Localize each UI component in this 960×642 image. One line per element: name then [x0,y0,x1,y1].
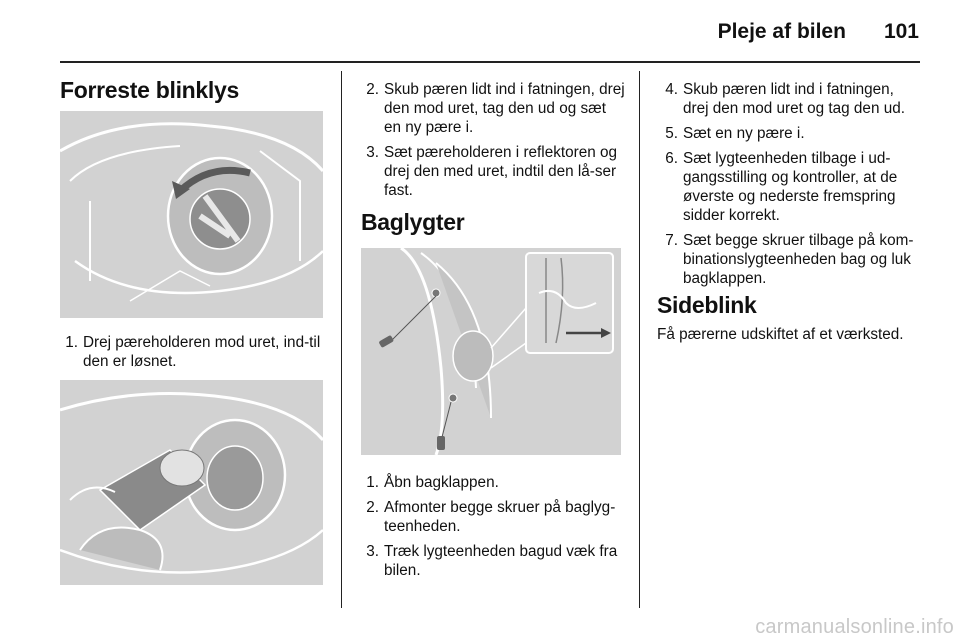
column-3 [660,80,922,294]
illustration-rear-light-screws [361,248,621,455]
illustration-front-indicator-bulb-holder [60,111,323,318]
step-item: 1. Åbn bagklappen. [366,474,499,491]
page-header [718,20,919,44]
rear-lights-steps [361,473,625,586]
step-item: 4. Skub pæren lidt ind i fatningen, drej den mod uret og tag den ud. [665,81,905,117]
column-2 [361,80,625,206]
section-heading-rear-lights: Baglygter [361,209,465,235]
section-heading-front-indicator: Forreste blinklys [60,77,239,103]
step-item: 2. Afmonter begge skruer på baglyg-teenheden. [366,499,616,535]
step-item: 6. Sæt lygteenheden tilbage i ud-gangsstilling og kontroller, at de øverste og nederste fremspring sidder korrekt. [665,150,898,224]
column-divider [639,71,640,608]
watermark-text: carmanualsonline.info [755,616,954,638]
illustration-front-indicator-bulb-removal [60,380,323,585]
step-item: 2. Skub pæren lidt ind i fatningen, drej den mod uret, tag den ud og sæt en ny pære i. [366,81,625,136]
front-indicator-steps [60,333,328,377]
page-number: 101 [883,20,919,43]
header-divider [60,61,920,63]
step-item: 1. Drej pæreholderen mod uret, ind-til den er løsnet. [65,334,321,370]
side-indicator-note: Få pærerne udskiftet af et værksted. [657,326,904,343]
column-divider [341,71,342,608]
step-item: 5. Sæt en ny pære i. [665,125,805,142]
section-heading-side-indicator: Sideblink [657,292,757,318]
step-item: 3. Træk lygteenheden bagud væk fra bilen. [366,543,618,579]
column-1 [60,76,328,104]
header-title: Pleje af bilen [717,20,846,43]
side-indicator-section [657,291,922,344]
step-item: 7. Sæt begge skruer tilbage på kom-binationslygteenheden bag og luk bagklappen. [665,232,914,287]
step-item: 3. Sæt pæreholderen i reflektoren og drej den med uret, indtil den lå-ser fast. [366,144,617,199]
rear-lights-section [361,208,625,236]
